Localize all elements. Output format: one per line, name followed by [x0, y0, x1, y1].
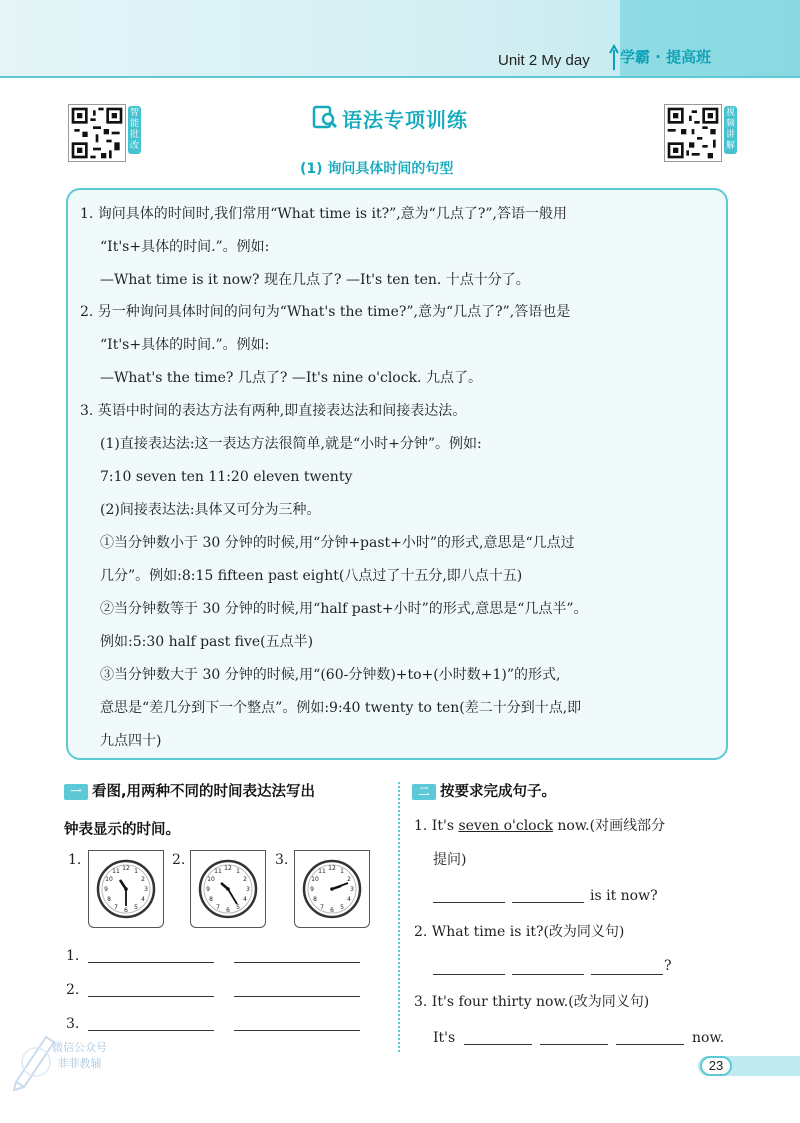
clock-frame-3: [294, 850, 370, 928]
svg-text:5: 5: [134, 904, 138, 911]
svg-text:9: 9: [206, 886, 210, 893]
answer-label: 3.: [66, 1016, 80, 1032]
note-line: ③当分钟数大于 30 分钟的时候,用“(60-分钟数)+to+(小时数+1)”的形式,: [100, 667, 561, 683]
note-line: —What time is it now? 现在几点了? —It's ten ten. 十点十分了。: [100, 272, 530, 288]
svg-text:3: 3: [246, 886, 250, 893]
svg-text:7: 7: [216, 904, 220, 911]
answer-blank[interactable]: [540, 1044, 608, 1045]
q1-continuation: 提问): [433, 852, 467, 868]
note-line: 3. 英语中时间的表达方法有两种,即直接表达法和间接表达法。: [80, 403, 467, 419]
note-line: “It's+具体的时间.”。例如:: [100, 239, 270, 255]
clock-icon: [197, 858, 259, 920]
question-3: 3. It's four thirty now.(改为同义句): [414, 994, 650, 1010]
q1-suffix: now.(对画线部分: [552, 818, 666, 834]
svg-text:5: 5: [340, 904, 344, 911]
svg-text:1: 1: [340, 868, 344, 875]
brand-title: 学霸 · 提高班: [620, 48, 712, 66]
column-divider: [398, 782, 400, 1052]
note-line: (1)直接表达法:这一表达方法很简单,就是“小时+分钟”。例如:: [100, 436, 482, 452]
unit-label: Unit 2 My day: [498, 52, 590, 69]
svg-text:2: 2: [141, 876, 145, 883]
note-line: (2)间接表达法:具体又可分为三种。: [100, 502, 321, 518]
svg-text:10: 10: [311, 876, 319, 883]
svg-text:3: 3: [144, 886, 148, 893]
answer-blank[interactable]: [88, 962, 214, 963]
svg-text:4: 4: [243, 896, 247, 903]
svg-text:9: 9: [104, 886, 108, 893]
q3-answer-end: now.: [692, 1030, 725, 1046]
note-line: 例如:5:30 half past five(五点半): [100, 634, 314, 650]
svg-text:3: 3: [350, 886, 354, 893]
svg-text:12: 12: [224, 865, 232, 872]
exercise2-heading: [412, 780, 556, 801]
answer-blank[interactable]: [591, 974, 663, 975]
svg-text:8: 8: [313, 896, 317, 903]
q1-underlined: seven o'clock: [458, 818, 553, 834]
note-line: —What's the time? 几点了? —It's nine o'clock. 九点了。: [100, 370, 482, 386]
answer-blank[interactable]: [234, 996, 360, 997]
svg-text:8: 8: [209, 896, 213, 903]
note-line: 2. 另一种询问具体时间的问句为“What's the time?”,意为“几点了?”,答语也是: [80, 304, 571, 320]
qr-code-icon: [69, 105, 125, 161]
exercise1-heading: [64, 780, 315, 801]
header-rule: [0, 76, 800, 78]
answer-blank[interactable]: [464, 1044, 532, 1045]
note-line: 1. 询问具体的时间时,我们常用“What time is it?”,意为“几点了?”,答语一般用: [80, 206, 567, 222]
qr-tag-left: 智能批改: [128, 106, 141, 154]
answer-blank[interactable]: [433, 974, 505, 975]
svg-text:6: 6: [124, 907, 128, 914]
note-line: “It's+具体的时间.”。例如:: [100, 337, 270, 353]
svg-text:8: 8: [107, 896, 111, 903]
answer-blank[interactable]: [88, 1030, 214, 1031]
svg-text:2: 2: [347, 876, 351, 883]
clock-frame-1: [88, 850, 164, 928]
svg-text:6: 6: [226, 907, 230, 914]
svg-text:1: 1: [236, 868, 240, 875]
qr-code-icon: [665, 105, 721, 161]
note-line: 7:10 seven ten 11:20 eleven twenty: [100, 469, 353, 485]
exercise1-instruction: 看图,用两种不同的时间表达法写出: [92, 784, 316, 800]
svg-text:4: 4: [141, 896, 145, 903]
answer-label: 1.: [66, 948, 80, 964]
qr-tag-right: 视频讲解: [724, 106, 737, 154]
svg-text:5: 5: [236, 904, 240, 911]
exercise1-badge: 一: [64, 784, 88, 800]
q1-answer-end: is it now?: [590, 888, 658, 904]
svg-text:11: 11: [214, 868, 222, 875]
svg-text:10: 10: [207, 876, 215, 883]
note-line: 几分”。例如:8:15 fifteen past eight(八点过了十五分,即八点十五): [100, 568, 523, 584]
q3-answer-start: It's: [433, 1030, 456, 1046]
exercise2-instruction: 按要求完成句子。: [440, 784, 556, 800]
exercise2-badge: 二: [412, 784, 436, 800]
svg-text:12: 12: [328, 865, 336, 872]
svg-text:2: 2: [243, 876, 247, 883]
svg-text:7: 7: [320, 904, 324, 911]
answer-blank[interactable]: [234, 1030, 360, 1031]
svg-text:11: 11: [112, 868, 120, 875]
qr-code-left[interactable]: [68, 104, 126, 162]
q2-answer-end: ?: [664, 958, 672, 974]
answer-blank[interactable]: [88, 996, 214, 997]
clock-frame-2: [190, 850, 266, 928]
svg-text:10: 10: [105, 876, 113, 883]
q1-prefix: 1. It's: [414, 818, 459, 834]
answer-label: 2.: [66, 982, 80, 998]
answer-blank[interactable]: [512, 902, 584, 903]
watermark-line: 微信公众号: [52, 1041, 107, 1054]
answer-blank[interactable]: [616, 1044, 684, 1045]
clock-label: 2.: [172, 852, 186, 868]
brand-arrow-icon: [609, 44, 619, 70]
note-line: 九点四十): [100, 733, 162, 749]
page-number: 23: [700, 1056, 732, 1076]
qr-code-right[interactable]: [664, 104, 722, 162]
clock-label: 1.: [68, 852, 82, 868]
clock-label: 3.: [275, 852, 289, 868]
section-subtitle: (1) 询问具体时间的句型: [300, 161, 454, 177]
note-line: 意思是“差几分到下一个整点”。例如:9:40 twenty to ten(差二十分到十点,即: [100, 700, 582, 716]
svg-text:4: 4: [347, 896, 351, 903]
watermark: [52, 1040, 107, 1072]
exercise1-instruction-cont: 钟表显示的时间。: [64, 822, 180, 838]
clock-icon: [301, 858, 363, 920]
svg-text:7: 7: [114, 904, 118, 911]
note-line: ①当分钟数小于 30 分钟的时候,用“分钟+past+小时”的形式,意思是“几点过: [100, 535, 575, 551]
svg-text:1: 1: [134, 868, 138, 875]
note-line: ②当分钟数等于 30 分钟的时候,用“half past+小时”的形式,意思是“几点半”。: [100, 601, 588, 617]
svg-text:9: 9: [310, 886, 314, 893]
watermark-line: 菲菲教辅: [57, 1057, 102, 1070]
svg-text:6: 6: [330, 907, 334, 914]
magnifier-book-icon: [312, 104, 338, 130]
section-title: 语法专项训练: [342, 108, 468, 132]
question-1: [414, 816, 665, 836]
question-2: 2. What time is it?(改为同义句): [414, 924, 625, 940]
answer-blank[interactable]: [234, 962, 360, 963]
answer-blank[interactable]: [433, 902, 505, 903]
svg-text:11: 11: [318, 868, 326, 875]
answer-blank[interactable]: [512, 974, 584, 975]
svg-text:12: 12: [122, 865, 130, 872]
clock-icon: [95, 858, 157, 920]
